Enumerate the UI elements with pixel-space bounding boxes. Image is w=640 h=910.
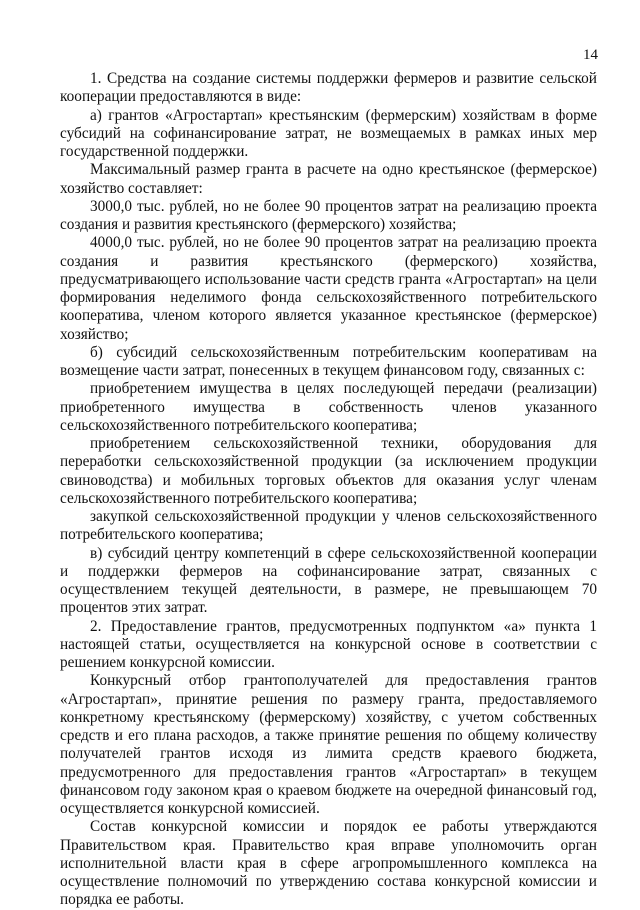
paragraph-1a-grants: а) грантов «Агростартап» крестьянским (фермерским) хозяйствам в форме субсидий на софинансирование затрат, не возмещаемых в рамках иных мер государственной поддержки.: [60, 106, 597, 160]
paragraph-competitive-selection: Конкурсный отбор грантополучателей для предоставления грантов «Агростартап», принятие решения по размеру гранта, предоставляемого конкретному крестьянскому (фермерскому) хозяйству, с учетом собственных средств и его плана расходов, а также принятие решения по общему количеству получателей грантов исходя из лимита средств краевого бюджета, предусмотренного для предоставления грантов «Агростартап» в текущем финансовом году законом края о краевом бюджете на очередной финансовый год, осуществляется конкурсной комиссией.: [60, 672, 597, 817]
paragraph-property-acquisition: приобретением имущества в целях последующей передачи (реализации) приобретенного имущества в собственность членов указанного сельскохозяйственного потребительского кооператива;: [60, 380, 597, 434]
paragraph-produce-purchase: закупкой сельскохозяйственной продукции у членов сельскохозяйственного потребительского кооператива;: [60, 508, 597, 544]
paragraph-1-intro: 1. Средства на создание системы поддержки фермеров и развитие сельской кооперации предоставляются в виде:: [60, 70, 597, 106]
paragraph-2-grant-provision: 2. Предоставление грантов, предусмотренных подпунктом «а» пункта 1 настоящей статьи, осуществляется на конкурсной основе в соответствии с решением конкурсной комиссии.: [60, 617, 597, 671]
paragraph-grant-4000: 4000,0 тыс. рублей, но не более 90 процентов затрат на реализацию проекта создания и развития крестьянского (фермерского) хозяйства, предусматривающего использование части средств гранта «Агростартап» на цели формирования неделимого фонда сельскохозяйственного потребительского кооператива, членом которого является указанное крестьянское (фермерское) хозяйство;: [60, 234, 597, 343]
paragraph-max-grant: Максимальный размер гранта в расчете на одно крестьянское (фермерское) хозяйство составляет:: [60, 161, 597, 197]
page-number: 14: [583, 47, 598, 63]
paragraph-grant-3000: 3000,0 тыс. рублей, но не более 90 процентов затрат на реализацию проекта создания и развития крестьянского (фермерского) хозяйства;: [60, 197, 597, 233]
document-body: [60, 70, 597, 910]
paragraph-commission-composition: Состав конкурсной комиссии и порядок ее работы утверждаются Правительством края. Правительство края вправе уполномочить орган исполнительной власти края в сфере агропромышленного комплекса на осуществление полномочий по утверждению состава конкурсной комиссии и порядка ее работы.: [60, 818, 597, 909]
paragraph-1c-competence-center: в) субсидий центру компетенций в сфере сельскохозяйственной кооперации и поддержки фермеров на софинансирование затрат, связанных с осуществлением текущей деятельности, в размере, не превышающем 70 процентов этих затрат.: [60, 544, 597, 617]
paragraph-1b-subsidies: б) субсидий сельскохозяйственным потребительским кооперативам на возмещение части затрат, понесенных в текущем финансовом году, связанных с:: [60, 343, 597, 379]
paragraph-equipment-acquisition: приобретением сельскохозяйственной техники, оборудования для переработки сельскохозяйственной продукции (за исключением продукции свиноводства) и мобильных торговых объектов для оказания услуг членам сельскохозяйственного потребительского кооператива;: [60, 435, 597, 507]
